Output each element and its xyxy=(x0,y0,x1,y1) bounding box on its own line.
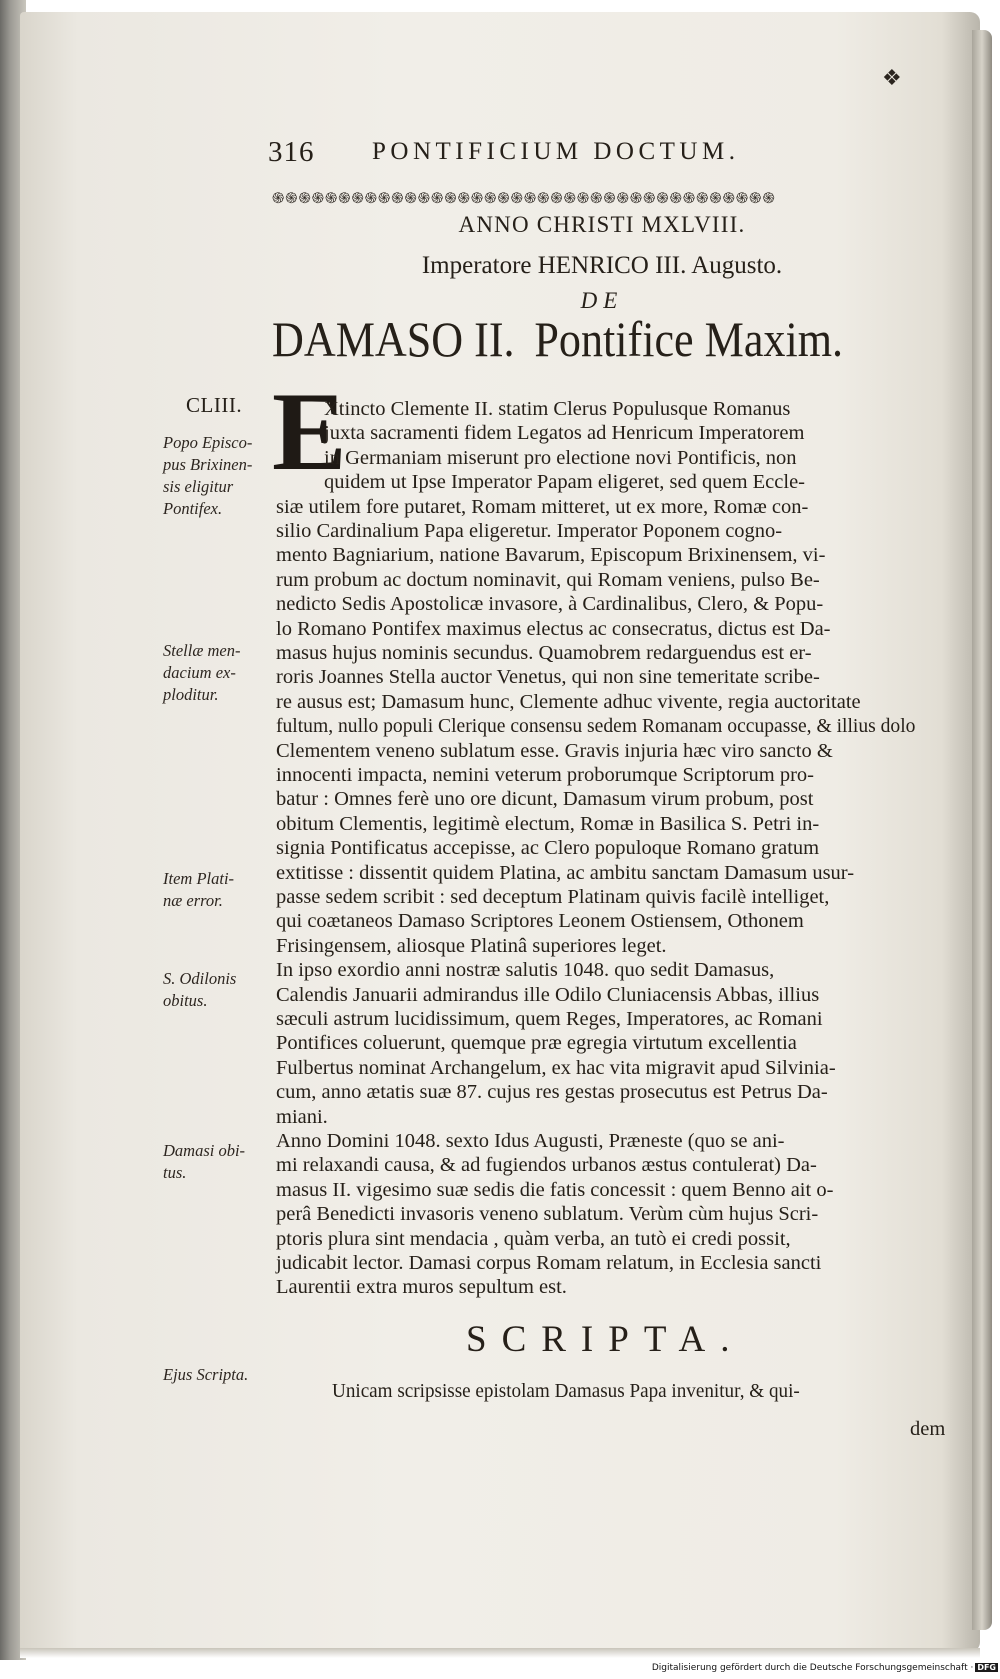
body-line: batur : Omnes ferè uno ore dicunt, Damasum virum probum, post xyxy=(276,788,814,811)
body-line: juxta sacramenti fidem Legatos ad Henricum Imperatorem xyxy=(324,422,805,445)
body-line: qui coætaneos Damaso Scriptores Leonem Ostiensem, Othonem xyxy=(276,910,804,933)
margin-note-line: Popo Episco- xyxy=(163,433,253,452)
body-line: obitum Clementis, legitimè electum, Romæ in Basilica S. Petri in- xyxy=(276,812,820,835)
body-line: masus II. vigesimo suæ sedis die fatis concessit : quem Benno ait o- xyxy=(276,1178,834,1201)
body-line: Fulbertus nominat Archangelum, ex hac vita migravit apud Silvinia- xyxy=(276,1056,836,1079)
margin-note-line: ploditur. xyxy=(163,685,219,704)
body-line: roris Joannes Stella auctor Venetus, qui non sine temeritate scribe- xyxy=(276,666,820,689)
credit-text: Digitalisierung gefördert durch die Deutsche Forschungsgemeinschaft · xyxy=(651,1663,974,1673)
body-line: Anno Domini 1048. sexto Idus Augusti, Præneste (quo se ani- xyxy=(276,1130,785,1152)
margin-note-line: pus Brixinen- xyxy=(163,455,253,474)
body-line: lo Romano Pontifex maximus electus ac consecratus, dictus est Da- xyxy=(276,617,831,640)
body-line: silio Cardinalium Papa eligeretur. Imperator Poponem cogno- xyxy=(276,520,783,542)
chapter-title-left: DAMASO II. xyxy=(272,311,515,367)
body-line: in Germaniam miserunt pro electione novi Pontificis, non xyxy=(324,446,797,469)
body-line: judicabit lector. Damasi corpus Romam relatum, in Ecclesia sancti xyxy=(276,1252,822,1274)
body-line: Pontifices coluerunt, quemque præ egregia virtutum excellentia xyxy=(276,1032,797,1055)
scripta-line: dem xyxy=(910,1418,946,1440)
emperor-heading: Imperatore HENRICO III. Augusto. xyxy=(421,252,783,279)
body-line: perâ Benedicti invasoris veneno sublatum. Verùm cùm hujus Scri- xyxy=(276,1203,819,1226)
margin-note-line: obitus. xyxy=(163,991,208,1010)
margin-note-damasus xyxy=(163,1140,263,1184)
margin-note-line: Pontifex. xyxy=(163,499,223,518)
digitization-credit xyxy=(604,1663,998,1677)
body-line: innocenti impacta, nemini veterum proborumque Scriptorum pro- xyxy=(276,764,814,786)
margin-note-line: Item Plati- xyxy=(163,869,235,888)
chapter-title-right: Pontifice Maxim. xyxy=(534,311,844,367)
margin-note-stella xyxy=(163,640,263,706)
running-head xyxy=(268,136,898,176)
body-line: fultum, nullo populi Clerique consensu sedem Romanam occupasse, & illius dolo xyxy=(276,715,916,738)
margin-note-line: sis eligitur xyxy=(163,477,234,496)
body-line: mi relaxandi causa, & ad fugiendos urbanos æstus contulerat) Da- xyxy=(276,1154,817,1177)
body-line: Clementem veneno sublatum esse. Gravis injuria hæc viro sancto & xyxy=(276,739,833,762)
body-text xyxy=(276,398,936,1378)
margin-note-line: Stellæ men- xyxy=(163,641,241,660)
margin-note-line: dacium ex- xyxy=(163,663,236,682)
body-line: sæculi astrum lucidissimum, quem Reges, Imperatores, ac Romani xyxy=(276,1008,823,1030)
margin-note-platina xyxy=(163,868,263,912)
page-number: 316 xyxy=(268,136,315,168)
margin-note-popo xyxy=(163,432,263,520)
body-line: siæ utilem fore putaret, Romam mitteret, ut ex more, Romæ con- xyxy=(276,495,809,518)
corner-ornament: ❖ xyxy=(882,66,902,91)
margin-note-line: S. Odilonis xyxy=(163,969,237,988)
body-line: rum probum ac doctum nominavit, qui Romam veniens, pulso Be- xyxy=(276,568,820,591)
scripta-line: Unicam scripsisse epistolam Damasus Papa invenitur, & qui- xyxy=(332,1380,800,1402)
section-number: CLIII. xyxy=(186,393,243,417)
margin-note-line: Ejus Scripta. xyxy=(163,1365,249,1384)
drop-cap-initial: E xyxy=(272,370,347,494)
margin-note-scripta xyxy=(163,1364,263,1386)
de-heading: DE xyxy=(580,288,624,313)
margin-note-odilo xyxy=(163,968,263,1012)
body-line: masus hujus nominis secundus. Quamobrem redarguendus est er- xyxy=(276,642,812,664)
ornamental-rule: ֍֍֍֍֍֍֍֍֍֍֍֍֍֍֍֍֍֍֍֍֍֍֍֍֍֍֍֍֍֍֍֍֍֍֍֍֍֍ xyxy=(272,189,776,207)
body-line: mento Bagniarium, natione Bavarum, Episcopum Brixinensem, vi- xyxy=(276,544,826,567)
body-line: In ipso exordio anni nostræ salutis 1048. quo sedit Damasus, xyxy=(276,959,775,982)
page-shadow xyxy=(20,1648,980,1658)
body-line: quidem ut Ipse Imperator Papam eligeret, sed quem Eccle- xyxy=(324,471,805,494)
chapter-title xyxy=(272,310,872,368)
margin-note-line: tus. xyxy=(163,1163,187,1182)
body-line: passe sedem scribit : sed deceptum Platinam quivis facilè intelliget, xyxy=(276,886,830,908)
body-line: ptoris plura sint mendacia , quàm verba, an tutò ei credi possit, xyxy=(276,1227,791,1250)
body-line: re ausus est; Damasum hunc, Clemente adhuc vivente, regia auctoritate xyxy=(276,690,861,713)
body-line: nedicto Sedis Apostolicæ invasore, à Cardinalibus, Clero, & Popu- xyxy=(276,593,824,616)
running-title: PONTIFICIUM DOCTUM. xyxy=(372,138,740,165)
body-line: Xtincto Clemente II. statim Clerus Populusque Romanus xyxy=(324,398,791,420)
body-line: miani. xyxy=(276,1105,328,1128)
body-line: Laurentii extra muros sepultum est. xyxy=(276,1276,567,1299)
body-line: Frisingensem, aliosque Platinâ superiores leget. xyxy=(276,934,667,957)
margin-note-line: Damasi obi- xyxy=(163,1141,246,1160)
margin-note-line: næ error. xyxy=(163,891,223,910)
body-line: cum, anno ætatis suæ 87. cujus res gestas prosecutus est Petrus Da- xyxy=(276,1081,828,1104)
dfg-logo: DFG xyxy=(977,1663,996,1672)
scripta-heading: SCRIPTA. xyxy=(466,1319,745,1360)
body-line: Calendis Januarii admirandus ille Odilo Cluniacensis Abbas, illius xyxy=(276,983,820,1006)
page-edge xyxy=(972,30,992,1630)
year-heading: ANNO CHRISTI MXLVIII. xyxy=(458,212,746,237)
body-line: signia Pontificatus accepisse, ac Clero populoque Romano gratum xyxy=(276,837,820,860)
body-line: extitisse : dissentit quidem Platina, ac ambitu sanctam Damasum usur- xyxy=(276,861,855,884)
